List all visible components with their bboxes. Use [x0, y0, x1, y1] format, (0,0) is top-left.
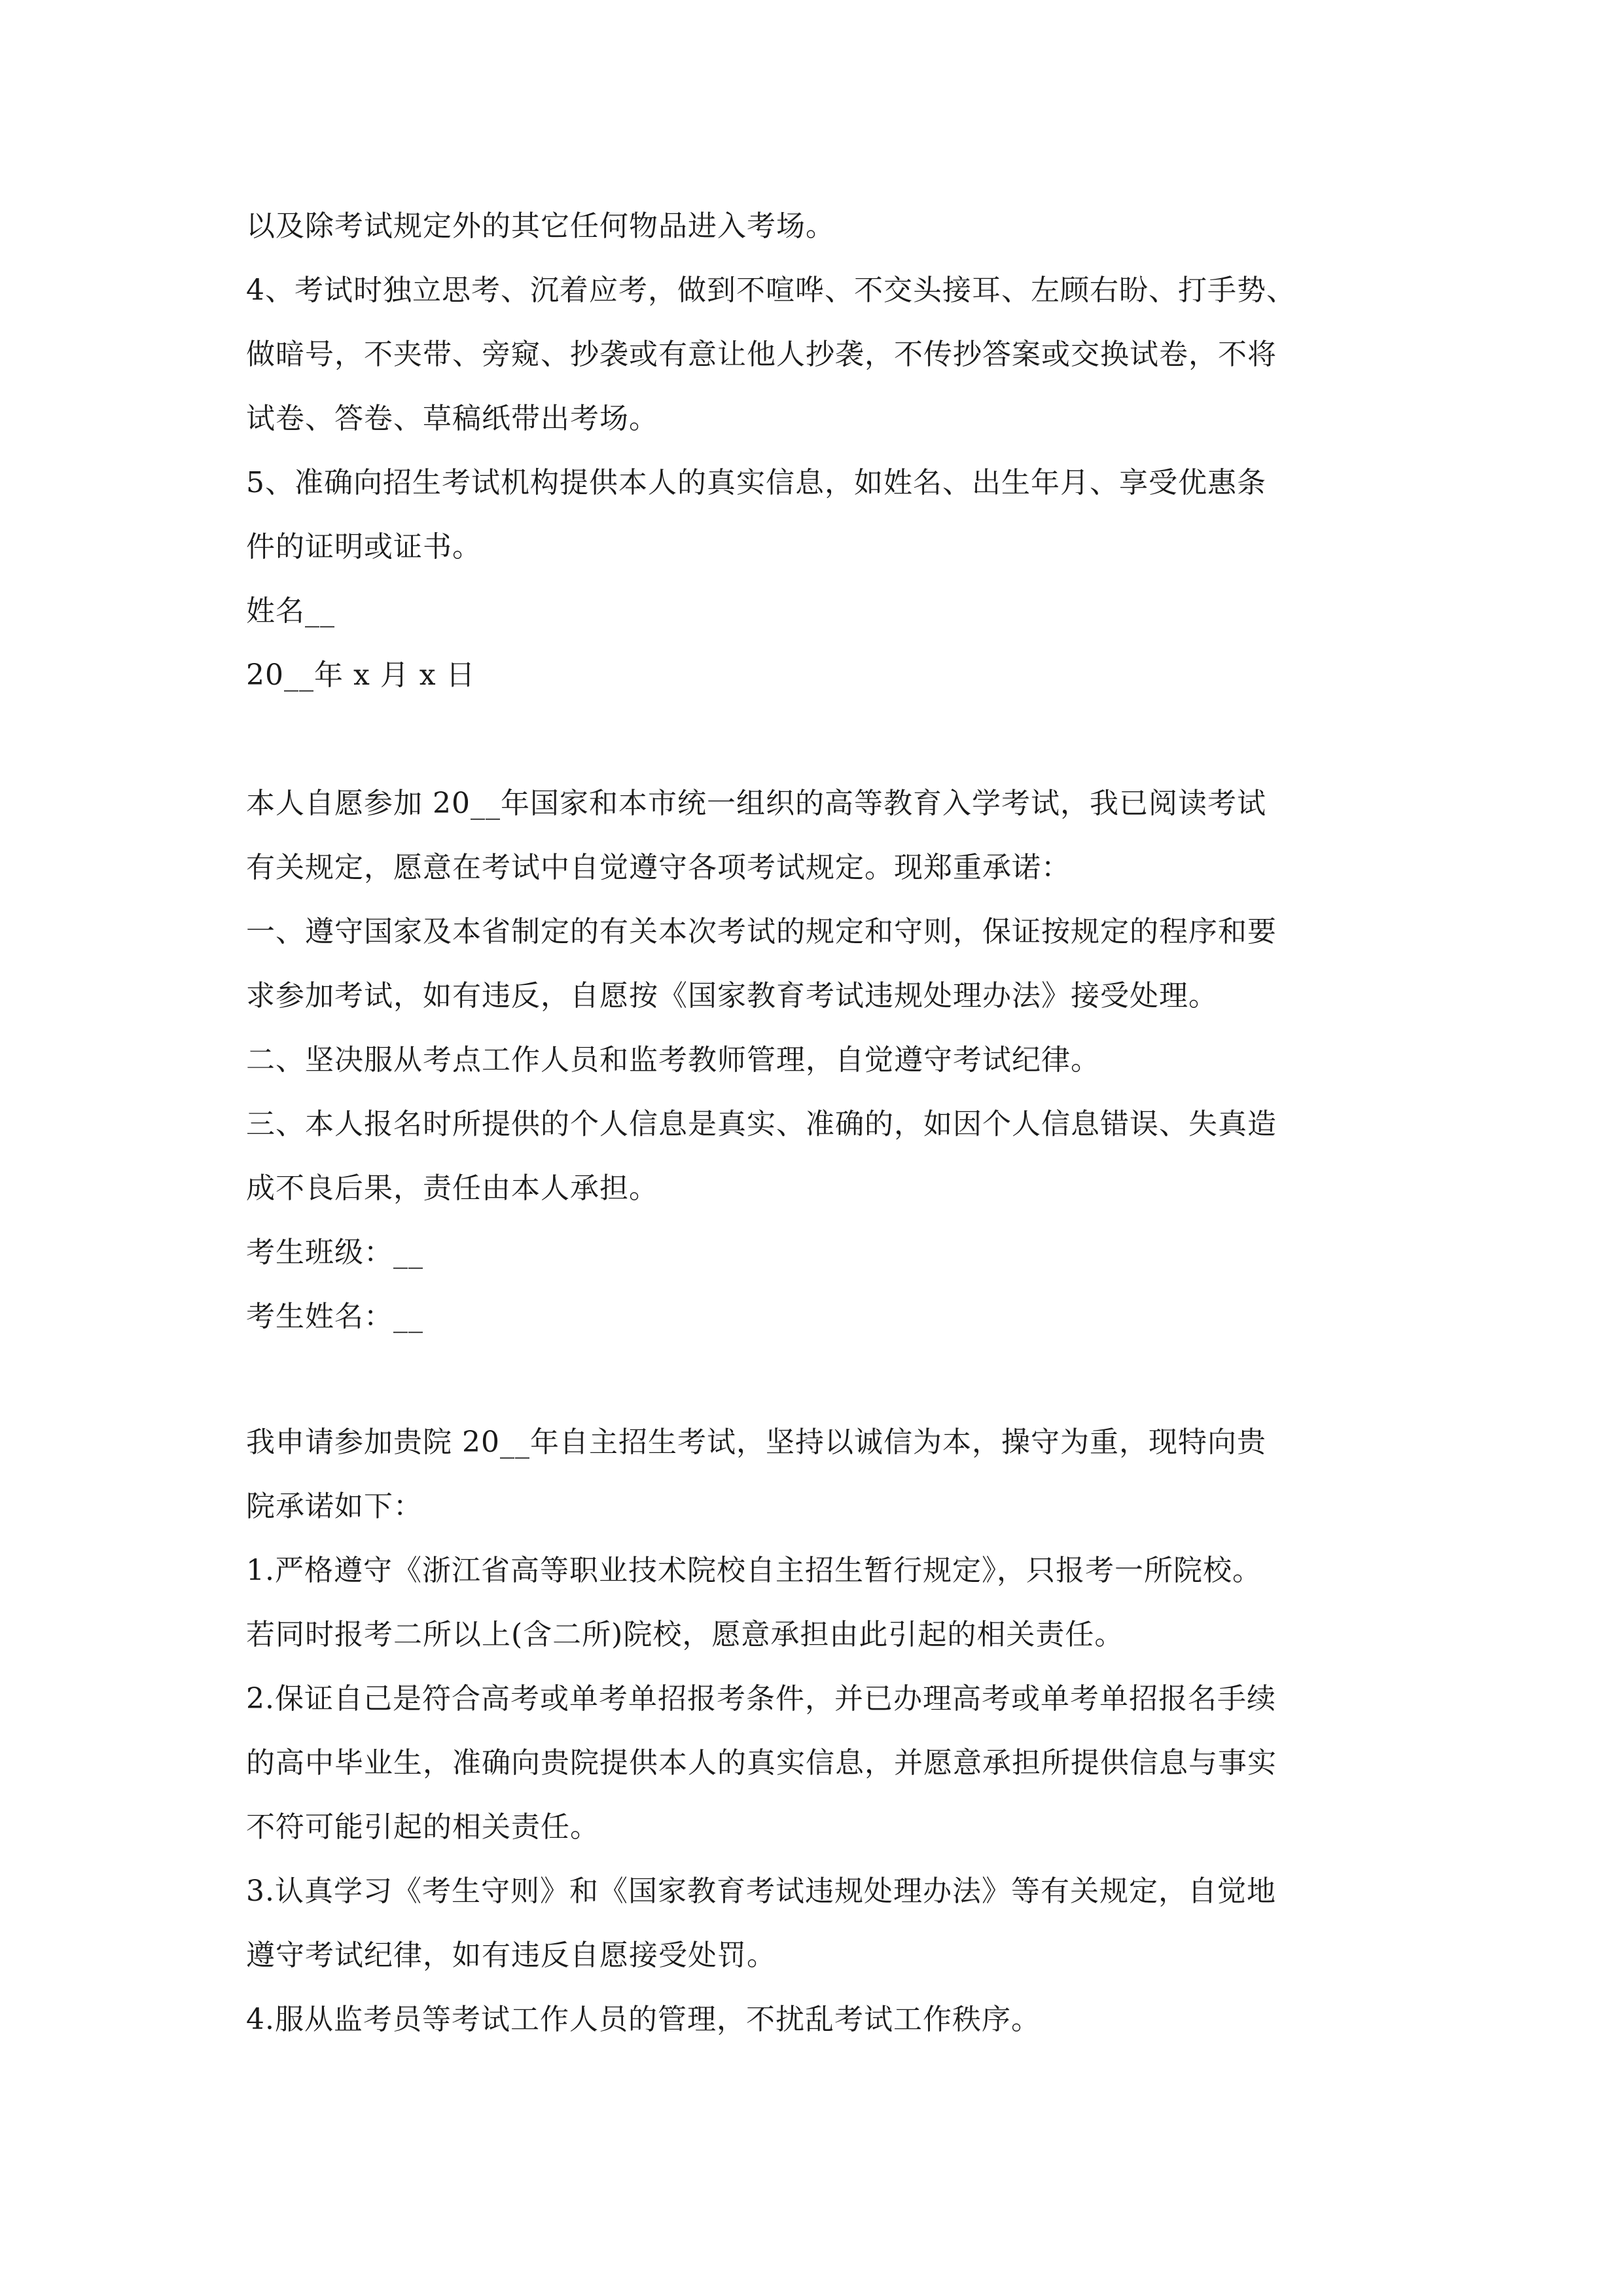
text-line: 求参加考试，如有违反，自愿按《国家教育考试违规处理办法》接受处理。 — [246, 979, 1218, 1013]
text-line: 4.服从监考员等考试工作人员的管理，不扰乱考试工作秩序。 — [246, 2003, 1041, 2036]
text-line: 成不良后果，责任由本人承担。 — [246, 1172, 658, 1205]
text-line: 试卷、答卷、草稿纸带出考场。 — [246, 402, 658, 435]
text-line: 本人自愿参加 20__年国家和本市统一组织的高等教育入学考试，我已阅读考试 — [246, 787, 1266, 820]
text-line: 三、本人报名时所提供的个人信息是真实、准确的，如因个人信息错误、失真造 — [246, 1107, 1277, 1141]
text-line: 3.认真学习《考生守则》和《国家教育考试违规处理办法》等有关规定，自觉地 — [246, 1874, 1276, 1908]
text-line: 有关规定，愿意在考试中自觉遵守各项考试规定。现郑重承诺： — [246, 851, 1071, 884]
text-line: 二、坚决服从考点工作人员和监考教师管理，自觉遵守考试纪律。 — [246, 1043, 1100, 1077]
name-field-line: 考生姓名：__ — [246, 1300, 423, 1333]
text-line: 件的证明或证书。 — [246, 530, 482, 564]
text-line: 若同时报考二所以上(含二所)院校，愿意承担由此引起的相关责任。 — [246, 1618, 1124, 1651]
text-line: 一、遵守国家及本省制定的有关本次考试的规定和守则，保证按规定的程序和要 — [246, 915, 1277, 948]
text-line: 的高中毕业生，准确向贵院提供本人的真实信息，并愿意承担所提供信息与事实 — [246, 1746, 1277, 1780]
text-line: 以及除考试规定外的其它任何物品进入考场。 — [246, 209, 835, 243]
text-line: 院承诺如下： — [246, 1490, 423, 1523]
class-field-line: 考生班级：__ — [246, 1236, 423, 1269]
text-line: 做暗号，不夹带、旁窥、抄袭或有意让他人抄袭，不传抄答案或交换试卷，不将 — [246, 338, 1277, 371]
text-line: 不符可能引起的相关责任。 — [246, 1810, 599, 1844]
text-line: 我申请参加贵院 20__年自主招生考试，坚持以诚信为本，操守为重，现特向贵 — [246, 1426, 1266, 1459]
text-line: 1.严格遵守《浙江省高等职业技术院校自主招生暂行规定》，只报考一所院校。 — [246, 1554, 1262, 1587]
text-line: 遵守考试纪律，如有违反自愿接受处罚。 — [246, 1939, 776, 1972]
date-line: 20__年 x 月 x 日 — [246, 658, 476, 692]
name-field-line: 姓名__ — [246, 594, 335, 628]
text-line: 5、准确向招生考试机构提供本人的真实信息，如姓名、出生年月、享受优惠条 — [246, 466, 1266, 499]
text-line: 2.保证自己是符合高考或单考单招报考条件，并已办理高考或单考单招报名手续 — [246, 1682, 1276, 1715]
text-line: 4、考试时独立思考、沉着应考，做到不喧哗、不交头接耳、左顾右盼、打手势、 — [246, 274, 1296, 307]
